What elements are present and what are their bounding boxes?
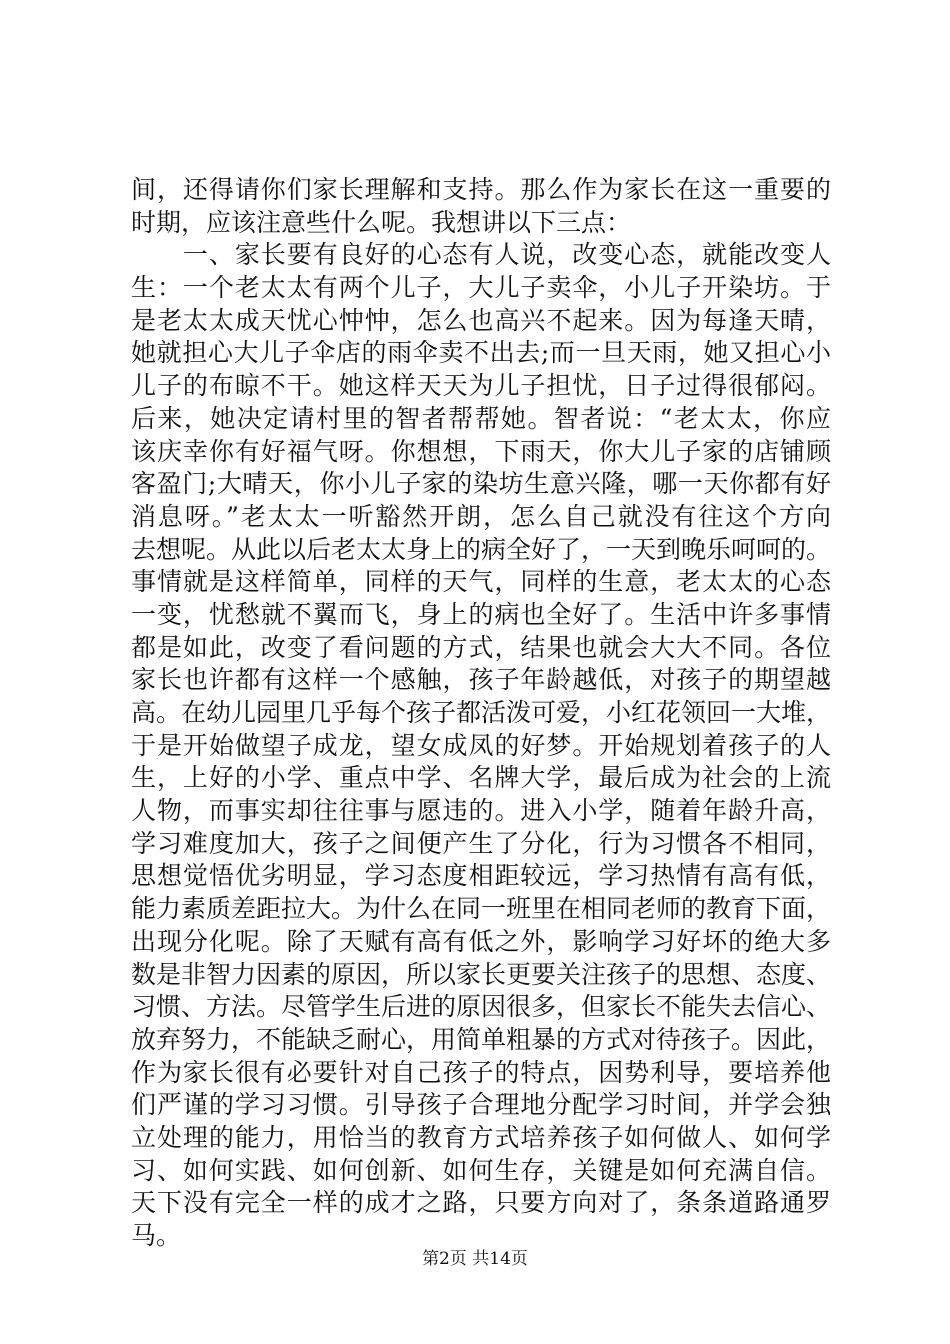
text-line: 作为家长很有必要针对自己孩子的特点，因势利导，要培养他 (131, 1057, 831, 1087)
text-line: 习、如何实践、如何创新、如何生存，关键是如何充满自信。 (131, 1155, 831, 1185)
text-line: 学习难度加大，孩子之间便产生了分化，行为习惯各不相同， (131, 828, 831, 858)
text-line: 消息呀。”老太太一听豁然开朗，怎么自己就没有往这个方向 (131, 501, 831, 531)
text-line: 能力素质差距拉大。为什么在同一班里在相同老师的教育下面， (131, 894, 832, 924)
text-line: 出现分化呢。除了天赋有高有低之外，影响学习好坏的绝大多 (131, 926, 831, 956)
page-footer (0, 1244, 950, 1269)
text-line: 们严谨的学习习惯。引导孩子合理地分配学习时间，并学会独 (131, 1090, 831, 1120)
text-line: 家长也许都有这样一个感触，孩子年龄越低，对孩子的期望越 (131, 665, 831, 695)
text-line: 儿子的布晾不干。她这样天天为儿子担忧，日子过得很郁闷。 (131, 371, 831, 401)
text-line: 事情就是这样简单，同样的天气，同样的生意，老太太的心态 (131, 567, 831, 597)
page-number-label: 第2页 共14页 (422, 1249, 528, 1269)
text-line: 数是非智力因素的原因，所以家长更要关注孩子的思想、态度、 (131, 959, 832, 989)
text-line: 一变，忧愁就不翼而飞，身上的病也全好了。生活中许多事情 (131, 599, 831, 629)
text-line: 马。 (131, 1221, 182, 1250)
text-line: 高。在幼儿园里几乎每个孩子都活泼可爱，小红花领回一大堆， (131, 698, 832, 727)
text-line: 该庆幸你有好福气呀。你想想，下雨天，你大儿子家的店铺顾 (131, 436, 831, 466)
text-line: 时期，应该注意些什么呢。我想讲以下三点： (131, 207, 632, 237)
text-line: 她就担心大儿子伞店的雨伞卖不出去;而一旦天雨，她又担心小 (131, 338, 831, 368)
text-line: 人物，而事实却往往事与愿违的。进入小学，随着年龄升高， (131, 796, 831, 826)
text-line: 间，还得请你们家长理解和支持。那么作为家长在这一重要的 (131, 175, 831, 204)
text-line: 思想觉悟优劣明显，学习态度相距较远，学习热情有高有低， (131, 861, 831, 891)
text-line: 都是如此，改变了看问题的方式，结果也就会大大不同。各位 (131, 632, 831, 662)
text-line: 客盈门;大晴天，你小儿子家的染坊生意兴隆，哪一天你都有好 (131, 469, 831, 499)
text-line: 放弃努力，不能缺乏耐心，用简单粗暴的方式对待孩子。因此， (131, 1024, 832, 1054)
text-line: 于是开始做望子成龙，望女成凤的好梦。开始规划着孩子的人 (131, 730, 831, 760)
body-text (131, 174, 831, 1253)
text-line: 立处理的能力，用恰当的教育方式培养孩子如何做人、如何学 (131, 1122, 831, 1152)
text-line: 习惯、方法。尽管学生后进的原因很多，但家长不能失去信心、 (131, 992, 832, 1022)
text-line: 是老太太成天忧心忡忡，怎么也高兴不起来。因为每逢天晴， (131, 305, 831, 335)
text-line: 天下没有完全一样的成才之路，只要方向对了，条条道路通罗 (131, 1188, 831, 1218)
text-line: 生：一个老太太有两个儿子，大儿子卖伞，小儿子开染坊。于 (131, 273, 831, 303)
text-line: 生，上好的小学、重点中学、名牌大学，最后成为社会的上流 (131, 763, 831, 793)
text-line: 后来，她决定请村里的智者帮帮她。智者说：“老太太，你应 (131, 403, 831, 433)
text-line: 一、家长要有良好的心态有人说，改变心态，就能改变人 (131, 240, 831, 270)
text-line: 去想呢。从此以后老太太身上的病全好了，一天到晚乐呵呵的。 (131, 534, 832, 564)
